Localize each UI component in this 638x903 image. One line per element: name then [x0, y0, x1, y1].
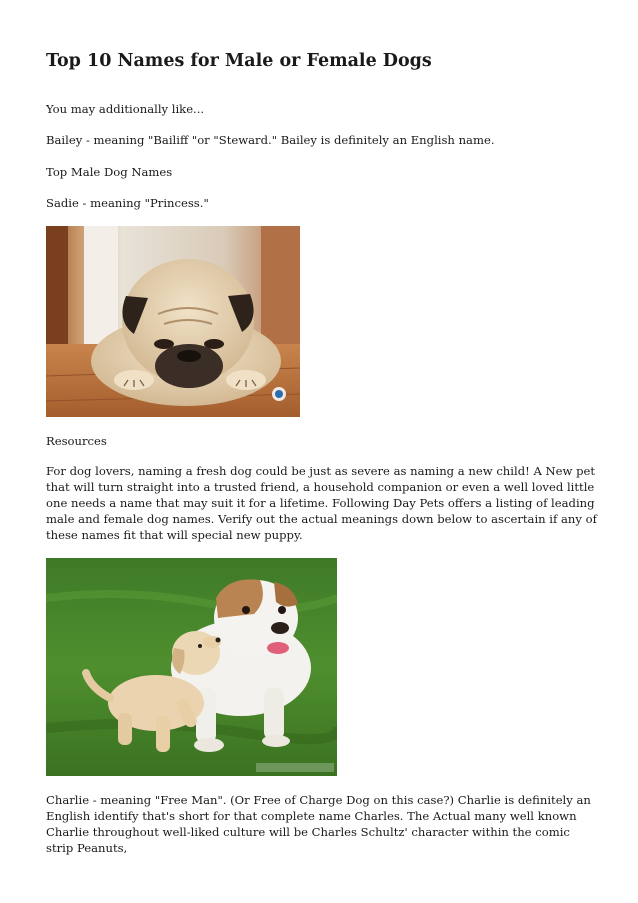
paragraph-top-male-dog-names: Top Male Dog Names: [46, 165, 173, 179]
bulldog-puppy-photo: [46, 558, 337, 776]
paragraph-charlie: Charlie - meaning "Free Man". (Or Free of Charge Dog on this case?) Charlie is definitely an English identify that's short for that complete name Charles. The Actual many well known Charlie throughout well-liked culture will be Charles Schultz' character within the comic strip Peanuts,: [46, 793, 591, 855]
paragraph-resources: Resources: [46, 434, 107, 448]
paragraph-dog-lovers: For dog lovers, naming a fresh dog could be just as severe as naming a new child! A New pet that will turn straight into a trusted friend, a household companion or even a well loved little one needs a name that may suit it for a lifetime. Following Day Pets offers a listing of leading male and female dog names. Verify out the actual meanings down below to ascertain if any of these names fit that will special new puppy.: [46, 464, 597, 542]
document-title: Top 10 Names for Male or Female Dogs: [46, 51, 432, 71]
paragraph-bailey: Bailey - meaning "Bailiff "or "Steward." Bailey is definitely an English name.: [46, 133, 495, 147]
paragraph-sadie: Sadie - meaning "Princess.": [46, 196, 209, 210]
paragraph-you-may-like: You may additionally like...: [46, 102, 205, 116]
pug-photo: [46, 226, 300, 417]
